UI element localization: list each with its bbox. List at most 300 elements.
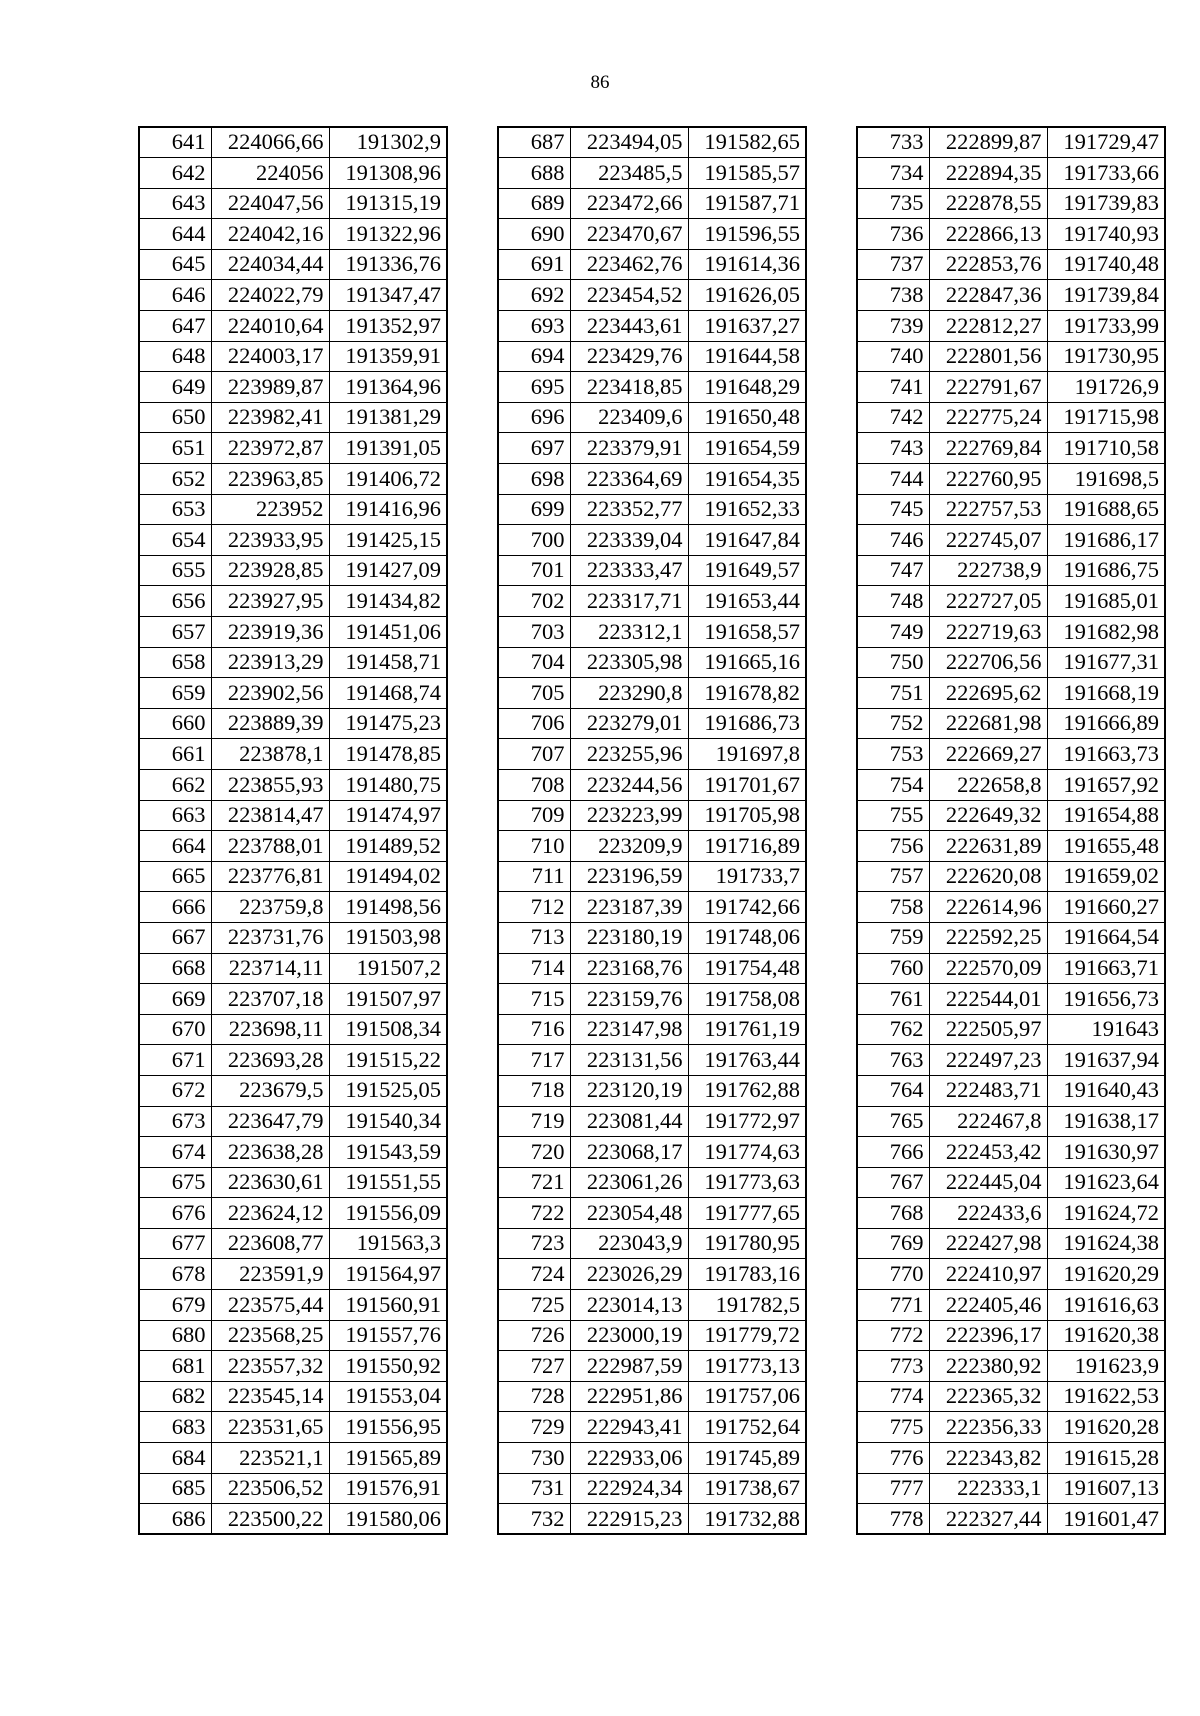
point-number-cell: 759 bbox=[857, 922, 929, 953]
y-coordinate-cell: 191475,23 bbox=[329, 708, 447, 739]
point-number-cell: 721 bbox=[498, 1167, 570, 1198]
y-coordinate-cell: 191623,64 bbox=[1047, 1167, 1165, 1198]
point-number-cell: 688 bbox=[498, 158, 570, 189]
point-number-cell: 665 bbox=[139, 861, 211, 892]
y-coordinate-cell: 191697,8 bbox=[688, 739, 806, 770]
y-coordinate-cell: 191587,71 bbox=[688, 188, 806, 219]
table-row bbox=[498, 1504, 806, 1535]
point-number-cell: 777 bbox=[857, 1473, 929, 1504]
y-coordinate-cell: 191315,19 bbox=[329, 188, 447, 219]
y-coordinate-cell: 191623,9 bbox=[1047, 1351, 1165, 1382]
table-row bbox=[857, 831, 1165, 862]
y-coordinate-cell: 191302,9 bbox=[329, 127, 447, 158]
x-coordinate-cell: 223698,11 bbox=[211, 1014, 329, 1045]
table-row bbox=[139, 1106, 447, 1137]
y-coordinate-cell: 191637,27 bbox=[688, 311, 806, 342]
coordinate-table-2 bbox=[497, 126, 807, 1535]
point-number-cell: 694 bbox=[498, 341, 570, 372]
point-number-cell: 754 bbox=[857, 769, 929, 800]
page-number: 86 bbox=[590, 72, 610, 93]
table-row bbox=[498, 1228, 806, 1259]
y-coordinate-cell: 191550,92 bbox=[329, 1351, 447, 1382]
y-coordinate-cell: 191654,35 bbox=[688, 464, 806, 495]
point-number-cell: 773 bbox=[857, 1351, 929, 1382]
x-coordinate-cell: 222467,8 bbox=[929, 1106, 1047, 1137]
table-row bbox=[857, 586, 1165, 617]
x-coordinate-cell: 222614,96 bbox=[929, 892, 1047, 923]
y-coordinate-cell: 191381,29 bbox=[329, 402, 447, 433]
y-coordinate-cell: 191710,58 bbox=[1047, 433, 1165, 464]
point-number-cell: 687 bbox=[498, 127, 570, 158]
table-row bbox=[857, 953, 1165, 984]
x-coordinate-cell: 224042,16 bbox=[211, 219, 329, 250]
point-number-cell: 732 bbox=[498, 1504, 570, 1535]
point-number-cell: 758 bbox=[857, 892, 929, 923]
table-row bbox=[498, 1443, 806, 1474]
x-coordinate-cell: 223485,5 bbox=[570, 158, 688, 189]
y-coordinate-cell: 191686,75 bbox=[1047, 555, 1165, 586]
table-row bbox=[139, 1014, 447, 1045]
x-coordinate-cell: 222445,04 bbox=[929, 1167, 1047, 1198]
table-row bbox=[139, 433, 447, 464]
y-coordinate-cell: 191656,73 bbox=[1047, 984, 1165, 1015]
point-number-cell: 726 bbox=[498, 1320, 570, 1351]
point-number-cell: 711 bbox=[498, 861, 570, 892]
x-coordinate-cell: 222760,95 bbox=[929, 464, 1047, 495]
table-row bbox=[857, 402, 1165, 433]
table-row bbox=[498, 678, 806, 709]
table-row bbox=[857, 1198, 1165, 1229]
x-coordinate-cell: 222791,67 bbox=[929, 372, 1047, 403]
point-number-cell: 753 bbox=[857, 739, 929, 770]
x-coordinate-cell: 223982,41 bbox=[211, 402, 329, 433]
y-coordinate-cell: 191716,89 bbox=[688, 831, 806, 862]
table-row bbox=[498, 555, 806, 586]
table-row bbox=[857, 494, 1165, 525]
x-coordinate-cell: 222775,24 bbox=[929, 402, 1047, 433]
table-row bbox=[498, 219, 806, 250]
table-row bbox=[498, 1381, 806, 1412]
x-coordinate-cell: 222853,76 bbox=[929, 249, 1047, 280]
table-row bbox=[857, 188, 1165, 219]
x-coordinate-cell: 223707,18 bbox=[211, 984, 329, 1015]
table-row bbox=[139, 1075, 447, 1106]
table-row bbox=[139, 953, 447, 984]
table-row bbox=[498, 464, 806, 495]
x-coordinate-cell: 223120,19 bbox=[570, 1075, 688, 1106]
point-number-cell: 669 bbox=[139, 984, 211, 1015]
point-number-cell: 762 bbox=[857, 1014, 929, 1045]
y-coordinate-cell: 191640,43 bbox=[1047, 1075, 1165, 1106]
x-coordinate-cell: 222812,27 bbox=[929, 311, 1047, 342]
y-coordinate-cell: 191643 bbox=[1047, 1014, 1165, 1045]
table-row bbox=[139, 1198, 447, 1229]
point-number-cell: 735 bbox=[857, 188, 929, 219]
y-coordinate-cell: 191739,83 bbox=[1047, 188, 1165, 219]
point-number-cell: 769 bbox=[857, 1228, 929, 1259]
point-number-cell: 720 bbox=[498, 1137, 570, 1168]
point-number-cell: 686 bbox=[139, 1504, 211, 1535]
x-coordinate-cell: 223379,91 bbox=[570, 433, 688, 464]
x-coordinate-cell: 223317,71 bbox=[570, 586, 688, 617]
table-row bbox=[139, 127, 447, 158]
y-coordinate-cell: 191630,97 bbox=[1047, 1137, 1165, 1168]
x-coordinate-cell: 223196,59 bbox=[570, 861, 688, 892]
table-row bbox=[498, 769, 806, 800]
table-row bbox=[857, 341, 1165, 372]
x-coordinate-cell: 223068,17 bbox=[570, 1137, 688, 1168]
y-coordinate-cell: 191664,54 bbox=[1047, 922, 1165, 953]
point-number-cell: 660 bbox=[139, 708, 211, 739]
x-coordinate-cell: 222544,01 bbox=[929, 984, 1047, 1015]
table-row bbox=[498, 280, 806, 311]
point-number-cell: 714 bbox=[498, 953, 570, 984]
y-coordinate-cell: 191648,29 bbox=[688, 372, 806, 403]
x-coordinate-cell: 223443,61 bbox=[570, 311, 688, 342]
point-number-cell: 750 bbox=[857, 647, 929, 678]
x-coordinate-cell: 222570,09 bbox=[929, 953, 1047, 984]
point-number-cell: 664 bbox=[139, 831, 211, 862]
x-coordinate-cell: 222327,44 bbox=[929, 1504, 1047, 1535]
point-number-cell: 647 bbox=[139, 311, 211, 342]
y-coordinate-cell: 191607,13 bbox=[1047, 1473, 1165, 1504]
y-coordinate-cell: 191560,91 bbox=[329, 1290, 447, 1321]
y-coordinate-cell: 191730,95 bbox=[1047, 341, 1165, 372]
coordinate-table-3 bbox=[856, 126, 1166, 1535]
point-number-cell: 724 bbox=[498, 1259, 570, 1290]
y-coordinate-cell: 191715,98 bbox=[1047, 402, 1165, 433]
table-row bbox=[857, 1351, 1165, 1382]
x-coordinate-cell: 223187,39 bbox=[570, 892, 688, 923]
y-coordinate-cell: 191733,99 bbox=[1047, 311, 1165, 342]
y-coordinate-cell: 191498,56 bbox=[329, 892, 447, 923]
point-number-cell: 662 bbox=[139, 769, 211, 800]
point-number-cell: 663 bbox=[139, 800, 211, 831]
y-coordinate-cell: 191508,34 bbox=[329, 1014, 447, 1045]
point-number-cell: 649 bbox=[139, 372, 211, 403]
x-coordinate-cell: 223630,61 bbox=[211, 1167, 329, 1198]
x-coordinate-cell: 223364,69 bbox=[570, 464, 688, 495]
table-row bbox=[498, 1412, 806, 1443]
table-row bbox=[139, 861, 447, 892]
point-number-cell: 693 bbox=[498, 311, 570, 342]
table-row bbox=[139, 1504, 447, 1535]
y-coordinate-cell: 191757,06 bbox=[688, 1381, 806, 1412]
x-coordinate-cell: 222343,82 bbox=[929, 1443, 1047, 1474]
x-coordinate-cell: 222899,87 bbox=[929, 127, 1047, 158]
table-row bbox=[498, 708, 806, 739]
x-coordinate-cell: 222894,35 bbox=[929, 158, 1047, 189]
x-coordinate-cell: 223531,65 bbox=[211, 1412, 329, 1443]
y-coordinate-cell: 191740,48 bbox=[1047, 249, 1165, 280]
y-coordinate-cell: 191663,71 bbox=[1047, 953, 1165, 984]
table-row bbox=[498, 525, 806, 556]
point-number-cell: 646 bbox=[139, 280, 211, 311]
y-coordinate-cell: 191688,65 bbox=[1047, 494, 1165, 525]
point-number-cell: 692 bbox=[498, 280, 570, 311]
y-coordinate-cell: 191654,88 bbox=[1047, 800, 1165, 831]
x-coordinate-cell: 223494,05 bbox=[570, 127, 688, 158]
x-coordinate-cell: 222951,86 bbox=[570, 1381, 688, 1412]
point-number-cell: 689 bbox=[498, 188, 570, 219]
point-number-cell: 644 bbox=[139, 219, 211, 250]
point-number-cell: 739 bbox=[857, 311, 929, 342]
point-number-cell: 715 bbox=[498, 984, 570, 1015]
x-coordinate-cell: 222943,41 bbox=[570, 1412, 688, 1443]
x-coordinate-cell: 223814,47 bbox=[211, 800, 329, 831]
point-number-cell: 743 bbox=[857, 433, 929, 464]
point-number-cell: 764 bbox=[857, 1075, 929, 1106]
x-coordinate-cell: 222757,53 bbox=[929, 494, 1047, 525]
table-row bbox=[139, 1412, 447, 1443]
y-coordinate-cell: 191364,96 bbox=[329, 372, 447, 403]
x-coordinate-cell: 223963,85 bbox=[211, 464, 329, 495]
point-number-cell: 738 bbox=[857, 280, 929, 311]
y-coordinate-cell: 191434,82 bbox=[329, 586, 447, 617]
table-row bbox=[139, 188, 447, 219]
y-coordinate-cell: 191615,28 bbox=[1047, 1443, 1165, 1474]
table-row bbox=[498, 494, 806, 525]
y-coordinate-cell: 191624,38 bbox=[1047, 1228, 1165, 1259]
x-coordinate-cell: 224034,44 bbox=[211, 249, 329, 280]
x-coordinate-cell: 223902,56 bbox=[211, 678, 329, 709]
table-row bbox=[139, 555, 447, 586]
table-row bbox=[139, 1045, 447, 1076]
x-coordinate-cell: 223244,56 bbox=[570, 769, 688, 800]
table-row bbox=[139, 1351, 447, 1382]
table-row bbox=[139, 311, 447, 342]
table-row bbox=[498, 1137, 806, 1168]
y-coordinate-cell: 191563,3 bbox=[329, 1228, 447, 1259]
point-number-cell: 710 bbox=[498, 831, 570, 862]
y-coordinate-cell: 191758,08 bbox=[688, 984, 806, 1015]
x-coordinate-cell: 223927,95 bbox=[211, 586, 329, 617]
point-number-cell: 725 bbox=[498, 1290, 570, 1321]
y-coordinate-cell: 191406,72 bbox=[329, 464, 447, 495]
y-coordinate-cell: 191682,98 bbox=[1047, 617, 1165, 648]
table-row bbox=[139, 372, 447, 403]
point-number-cell: 678 bbox=[139, 1259, 211, 1290]
point-number-cell: 703 bbox=[498, 617, 570, 648]
table-row bbox=[498, 249, 806, 280]
table-row bbox=[498, 953, 806, 984]
x-coordinate-cell: 224056 bbox=[211, 158, 329, 189]
y-coordinate-cell: 191657,92 bbox=[1047, 769, 1165, 800]
x-coordinate-cell: 223081,44 bbox=[570, 1106, 688, 1137]
y-coordinate-cell: 191649,57 bbox=[688, 555, 806, 586]
table-row bbox=[857, 1137, 1165, 1168]
table-row bbox=[139, 1259, 447, 1290]
point-number-cell: 744 bbox=[857, 464, 929, 495]
table-row bbox=[857, 647, 1165, 678]
table-row bbox=[857, 158, 1165, 189]
table-row bbox=[498, 188, 806, 219]
x-coordinate-cell: 223429,76 bbox=[570, 341, 688, 372]
point-number-cell: 685 bbox=[139, 1473, 211, 1504]
table-row bbox=[498, 1473, 806, 1504]
point-number-cell: 755 bbox=[857, 800, 929, 831]
x-coordinate-cell: 223568,25 bbox=[211, 1320, 329, 1351]
point-number-cell: 718 bbox=[498, 1075, 570, 1106]
table-row bbox=[498, 831, 806, 862]
point-number-cell: 681 bbox=[139, 1351, 211, 1382]
point-number-cell: 716 bbox=[498, 1014, 570, 1045]
y-coordinate-cell: 191622,53 bbox=[1047, 1381, 1165, 1412]
x-coordinate-cell: 222727,05 bbox=[929, 586, 1047, 617]
point-number-cell: 763 bbox=[857, 1045, 929, 1076]
x-coordinate-cell: 223500,22 bbox=[211, 1504, 329, 1535]
y-coordinate-cell: 191427,09 bbox=[329, 555, 447, 586]
y-coordinate-cell: 191601,47 bbox=[1047, 1504, 1165, 1535]
table-row bbox=[857, 1106, 1165, 1137]
y-coordinate-cell: 191685,01 bbox=[1047, 586, 1165, 617]
point-number-cell: 641 bbox=[139, 127, 211, 158]
x-coordinate-cell: 222497,23 bbox=[929, 1045, 1047, 1076]
table-row bbox=[498, 1167, 806, 1198]
point-number-cell: 704 bbox=[498, 647, 570, 678]
point-number-cell: 642 bbox=[139, 158, 211, 189]
y-coordinate-cell: 191614,36 bbox=[688, 249, 806, 280]
x-coordinate-cell: 223131,56 bbox=[570, 1045, 688, 1076]
point-number-cell: 741 bbox=[857, 372, 929, 403]
x-coordinate-cell: 223279,01 bbox=[570, 708, 688, 739]
y-coordinate-cell: 191677,31 bbox=[1047, 647, 1165, 678]
table-row bbox=[857, 1473, 1165, 1504]
y-coordinate-cell: 191745,89 bbox=[688, 1443, 806, 1474]
x-coordinate-cell: 223159,76 bbox=[570, 984, 688, 1015]
y-coordinate-cell: 191782,5 bbox=[688, 1290, 806, 1321]
y-coordinate-cell: 191740,93 bbox=[1047, 219, 1165, 250]
point-number-cell: 671 bbox=[139, 1045, 211, 1076]
y-coordinate-cell: 191655,48 bbox=[1047, 831, 1165, 862]
y-coordinate-cell: 191425,15 bbox=[329, 525, 447, 556]
y-coordinate-cell: 191474,97 bbox=[329, 800, 447, 831]
x-coordinate-cell: 222915,23 bbox=[570, 1504, 688, 1535]
table-row bbox=[857, 1504, 1165, 1535]
y-coordinate-cell: 191644,58 bbox=[688, 341, 806, 372]
table-row bbox=[139, 647, 447, 678]
point-number-cell: 730 bbox=[498, 1443, 570, 1474]
table-row bbox=[857, 617, 1165, 648]
table-row bbox=[139, 678, 447, 709]
point-number-cell: 651 bbox=[139, 433, 211, 464]
x-coordinate-cell: 223418,85 bbox=[570, 372, 688, 403]
point-number-cell: 648 bbox=[139, 341, 211, 372]
y-coordinate-cell: 191596,55 bbox=[688, 219, 806, 250]
x-coordinate-cell: 223043,9 bbox=[570, 1228, 688, 1259]
y-coordinate-cell: 191678,82 bbox=[688, 678, 806, 709]
x-coordinate-cell: 223714,11 bbox=[211, 953, 329, 984]
x-coordinate-cell: 223352,77 bbox=[570, 494, 688, 525]
table-row bbox=[498, 1014, 806, 1045]
x-coordinate-cell: 222356,33 bbox=[929, 1412, 1047, 1443]
x-coordinate-cell: 223878,1 bbox=[211, 739, 329, 770]
x-coordinate-cell: 222706,56 bbox=[929, 647, 1047, 678]
point-number-cell: 766 bbox=[857, 1137, 929, 1168]
y-coordinate-cell: 191576,91 bbox=[329, 1473, 447, 1504]
table-row bbox=[139, 1381, 447, 1412]
y-coordinate-cell: 191565,89 bbox=[329, 1443, 447, 1474]
table-row bbox=[139, 1443, 447, 1474]
x-coordinate-cell: 223168,76 bbox=[570, 953, 688, 984]
point-number-cell: 682 bbox=[139, 1381, 211, 1412]
point-number-cell: 767 bbox=[857, 1167, 929, 1198]
x-coordinate-cell: 222738,9 bbox=[929, 555, 1047, 586]
y-coordinate-cell: 191515,22 bbox=[329, 1045, 447, 1076]
y-coordinate-cell: 191503,98 bbox=[329, 922, 447, 953]
table-row bbox=[498, 800, 806, 831]
x-coordinate-cell: 222847,36 bbox=[929, 280, 1047, 311]
table-row bbox=[857, 219, 1165, 250]
x-coordinate-cell: 222505,97 bbox=[929, 1014, 1047, 1045]
point-number-cell: 731 bbox=[498, 1473, 570, 1504]
y-coordinate-cell: 191686,17 bbox=[1047, 525, 1165, 556]
y-coordinate-cell: 191773,63 bbox=[688, 1167, 806, 1198]
point-number-cell: 652 bbox=[139, 464, 211, 495]
x-coordinate-cell: 224010,64 bbox=[211, 311, 329, 342]
table-row bbox=[139, 708, 447, 739]
y-coordinate-cell: 191556,09 bbox=[329, 1198, 447, 1229]
table-row bbox=[857, 1167, 1165, 1198]
table-row bbox=[139, 831, 447, 862]
y-coordinate-cell: 191480,75 bbox=[329, 769, 447, 800]
table-row bbox=[498, 1320, 806, 1351]
table-row bbox=[857, 433, 1165, 464]
x-coordinate-cell: 223913,29 bbox=[211, 647, 329, 678]
table-row bbox=[498, 127, 806, 158]
y-coordinate-cell: 191451,06 bbox=[329, 617, 447, 648]
table-row bbox=[857, 555, 1165, 586]
y-coordinate-cell: 191653,44 bbox=[688, 586, 806, 617]
point-number-cell: 674 bbox=[139, 1137, 211, 1168]
point-number-cell: 697 bbox=[498, 433, 570, 464]
table-row bbox=[139, 892, 447, 923]
x-coordinate-cell: 223647,79 bbox=[211, 1106, 329, 1137]
point-number-cell: 654 bbox=[139, 525, 211, 556]
point-number-cell: 706 bbox=[498, 708, 570, 739]
table-row bbox=[857, 1443, 1165, 1474]
table-row bbox=[139, 586, 447, 617]
table-row bbox=[857, 372, 1165, 403]
table-row bbox=[498, 1045, 806, 1076]
point-number-cell: 668 bbox=[139, 953, 211, 984]
x-coordinate-cell: 223312,1 bbox=[570, 617, 688, 648]
x-coordinate-cell: 223952 bbox=[211, 494, 329, 525]
point-number-cell: 675 bbox=[139, 1167, 211, 1198]
table-row bbox=[498, 372, 806, 403]
point-number-cell: 700 bbox=[498, 525, 570, 556]
point-number-cell: 661 bbox=[139, 739, 211, 770]
y-coordinate-cell: 191620,28 bbox=[1047, 1412, 1165, 1443]
y-coordinate-cell: 191729,47 bbox=[1047, 127, 1165, 158]
table-row bbox=[139, 739, 447, 770]
point-number-cell: 776 bbox=[857, 1443, 929, 1474]
point-number-cell: 677 bbox=[139, 1228, 211, 1259]
y-coordinate-cell: 191779,72 bbox=[688, 1320, 806, 1351]
table-row bbox=[857, 127, 1165, 158]
table-row bbox=[139, 1228, 447, 1259]
table-row bbox=[498, 922, 806, 953]
table-row bbox=[139, 800, 447, 831]
point-number-cell: 657 bbox=[139, 617, 211, 648]
y-coordinate-cell: 191783,16 bbox=[688, 1259, 806, 1290]
point-number-cell: 728 bbox=[498, 1381, 570, 1412]
y-coordinate-cell: 191557,76 bbox=[329, 1320, 447, 1351]
x-coordinate-cell: 222333,1 bbox=[929, 1473, 1047, 1504]
x-coordinate-cell: 222620,08 bbox=[929, 861, 1047, 892]
table-row bbox=[498, 158, 806, 189]
x-coordinate-cell: 223919,36 bbox=[211, 617, 329, 648]
